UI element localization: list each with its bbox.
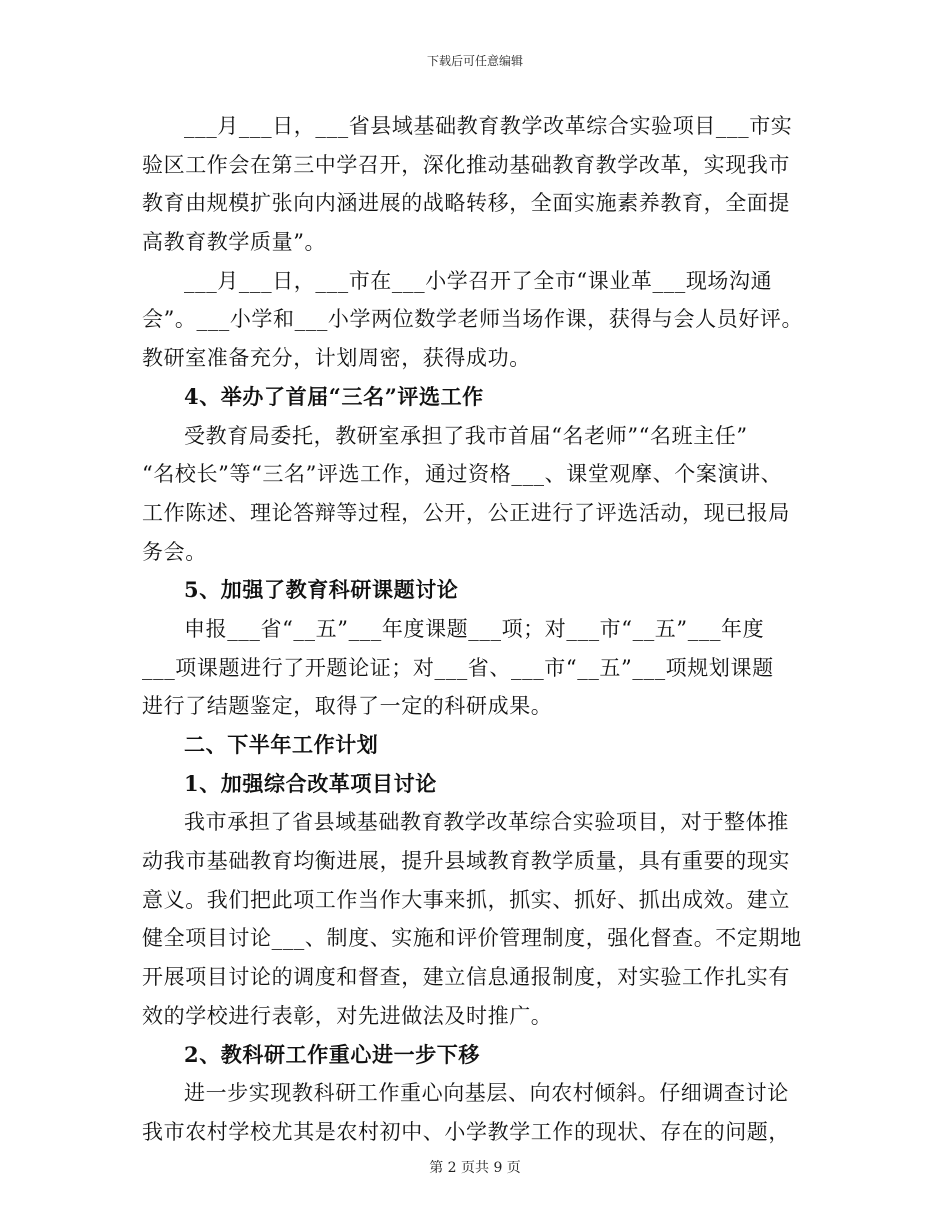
paragraph-line: 会”。___小学和___小学两位数学老师当场作课，获得与会人员好评。 xyxy=(142,307,804,332)
paragraph-line: 意义。我们把此项工作当作大事来抓，抓实、抓好、抓出成效。建立 xyxy=(142,887,790,912)
paragraph-line: ___月___日，___市在___小学召开了全市“课业革___现场沟通 xyxy=(184,268,773,293)
paragraph-line: 高教育教学质量”。 xyxy=(142,230,327,255)
paragraph-line: 动我市基础教育均衡进展，提升县域教育教学质量，具有重要的现实 xyxy=(142,849,790,874)
document-body xyxy=(142,107,822,1152)
page-footer: 第 2 页共 9 页 xyxy=(429,1160,521,1176)
paragraph-line: 教育由规模扩张向内涵进展的战略转移，全面实施素养教育，全面提 xyxy=(142,191,790,216)
paragraph-line: 验区工作会在第三中学召开，深化推动基础教育教学改革，实现我市 xyxy=(142,152,790,177)
paragraph-line: ___月___日，___省县域基础教育教学改革综合实验项目___市实 xyxy=(184,114,793,138)
paragraph-line: 进一步实现教科研工作重心向基层、向农村倾斜。仔细调查讨论 xyxy=(184,1081,789,1106)
paragraph-line: 申报___省“__五”___年度课题___项；对___市“__五”___年度 xyxy=(184,616,765,641)
paragraph-line: 受教育局委托，教研室承担了我市首届“名老师”“名班主任” xyxy=(184,423,748,448)
section-heading: 1、加强综合改革项目讨论 xyxy=(184,770,437,796)
paragraph-line: 我市农村学校尤其是农村初中、小学教学工作的现状、存在的问题， xyxy=(142,1119,790,1144)
paragraph-line: 健全项目讨论___、制度、实施和评价管理制度，强化督查。不定期地 xyxy=(142,926,802,951)
section-heading: 4、举办了首届“三名”评选工作 xyxy=(184,383,484,409)
page-header: 下载后可任意编辑 xyxy=(426,54,523,68)
paragraph-line: 进行了结题鉴定，取得了一定的科研成果。 xyxy=(142,694,553,719)
paragraph-line: “名校长”等“三名”评选工作，通过资格___、课堂观摩、个案演讲、 xyxy=(142,462,783,487)
paragraph-line: 效的学校进行表彰，对先进做法及时推广。 xyxy=(142,1003,553,1028)
paragraph-line: ___项课题进行了开题论证；对___省、___市“__五”___项规划课题 xyxy=(142,655,774,680)
paragraph-line: 工作陈述、理论答辩等过程，公开，公正进行了评选活动，现已报局 xyxy=(142,500,790,525)
section-heading: 二、下半年工作计划 xyxy=(184,732,379,757)
paragraph-line: 务会。 xyxy=(142,539,207,564)
paragraph-line: 教研室准备充分，计划周密，获得成功。 xyxy=(142,346,531,371)
paragraph-line: 开展项目讨论的调度和督查，建立信息通报制度，对实验工作扎实有 xyxy=(142,965,790,990)
section-heading: 2、教科研工作重心进一步下移 xyxy=(184,1041,481,1067)
section-heading: 5、加强了教育科研课题讨论 xyxy=(184,577,459,603)
paragraph-line: 我市承担了省县域基础教育教学改革综合实验项目，对于整体推 xyxy=(184,810,789,835)
